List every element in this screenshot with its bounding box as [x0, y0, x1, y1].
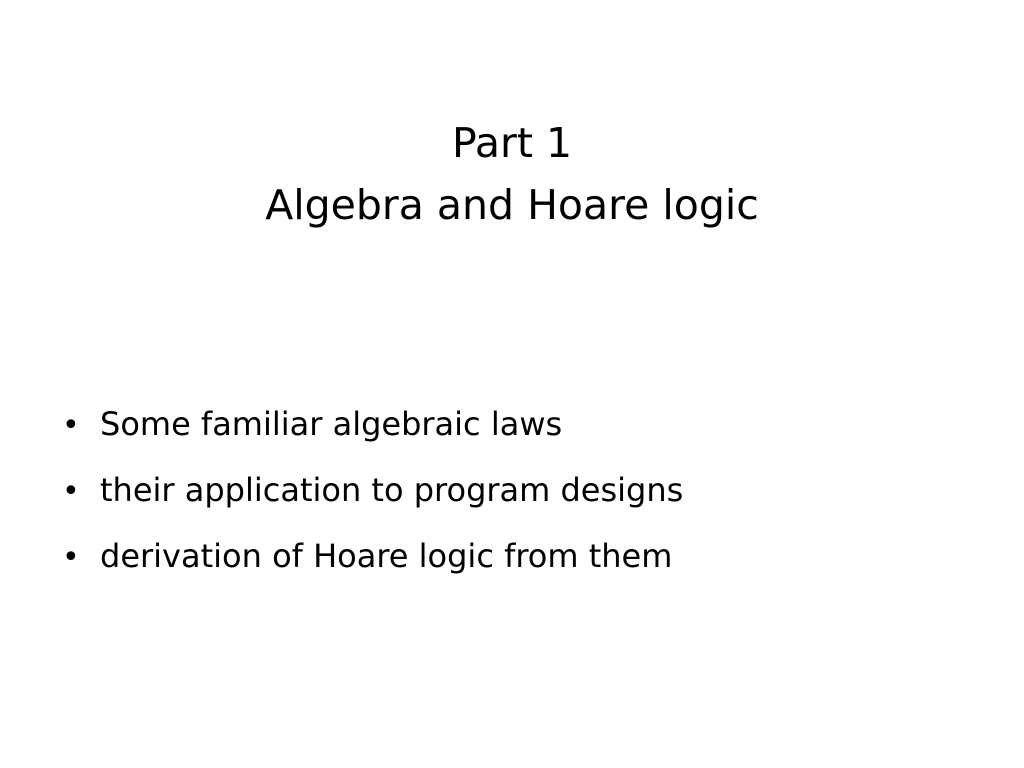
bullet-item-2 — [62, 458, 992, 524]
bullet-icon: • — [62, 474, 80, 509]
bullet-text-3: derivation of Hoare logic from them — [100, 537, 673, 575]
bullet-item-3 — [62, 524, 992, 590]
bullet-item-1 — [62, 392, 992, 458]
slide-title — [0, 112, 1024, 236]
bullet-icon: • — [62, 540, 80, 575]
bullet-icon: • — [62, 408, 80, 443]
bullet-text-2: their application to program designs — [100, 471, 684, 509]
title-line-topic: Algebra and Hoare logic — [265, 181, 759, 229]
title-line-part: Part 1 — [451, 119, 573, 167]
bullet-list — [62, 392, 992, 590]
bullet-text-1: Some familiar algebraic laws — [100, 405, 563, 443]
